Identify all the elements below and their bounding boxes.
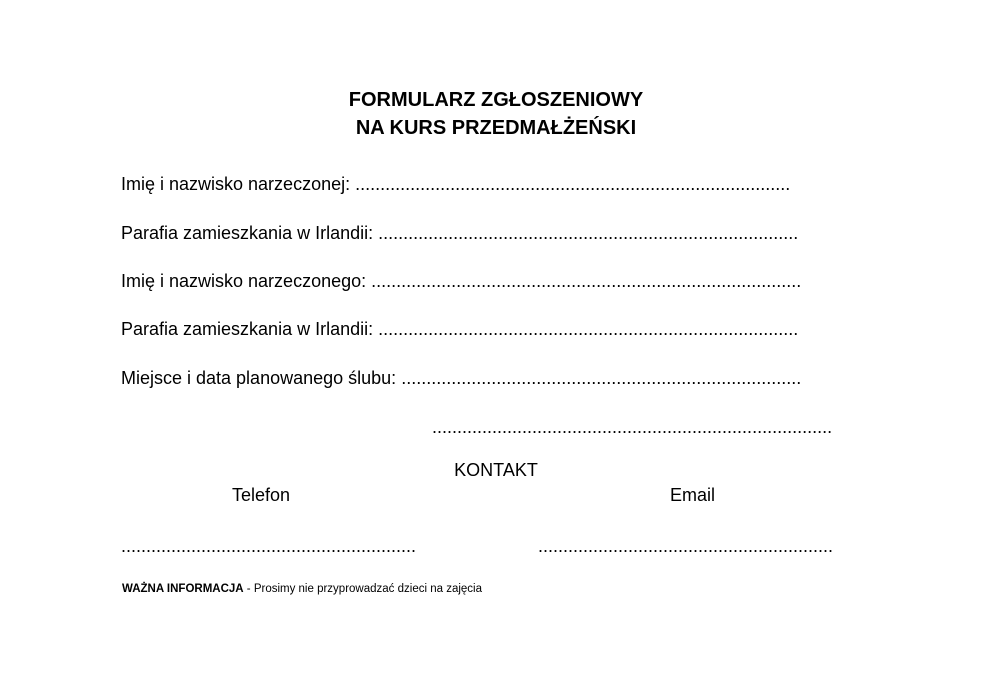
- important-note-heading: WAŻNA INFORMACJA: [122, 583, 244, 595]
- field-bride-parish: [121, 222, 881, 244]
- phone-label: Telefon: [232, 485, 291, 505]
- field-bride-name: [121, 173, 881, 195]
- field-label: Miejsce i data planowanego ślubu:: [121, 368, 397, 388]
- phone-fill-in-dots: ...........................................................: [121, 536, 417, 556]
- field-wedding-place-date: [121, 367, 881, 389]
- email-label: Email: [670, 485, 716, 505]
- fill-in-dots: ....................................................................................: [378, 319, 799, 339]
- fill-in-dots: ....................................................................................: [378, 223, 799, 243]
- important-note: [122, 582, 482, 596]
- field-label: Parafia zamieszkania w Irlandii:: [121, 319, 374, 339]
- field-groom-name: [121, 270, 881, 292]
- form-title-line2: NA KURS PRZEDMAŁŻEŃSKI: [355, 117, 637, 139]
- wedding-continuation-dots: ................................................................................: [432, 417, 833, 437]
- field-label: Imię i nazwisko narzeczonego:: [121, 271, 367, 291]
- fill-in-dots: ......................................................................................: [371, 271, 802, 291]
- form-title-line1: FORMULARZ ZGŁOSZENIOWY: [348, 89, 644, 111]
- field-label: Parafia zamieszkania w Irlandii:: [121, 223, 374, 243]
- important-note-text: - Prosimy nie przyprowadzać dzieci na zajęcia: [243, 583, 482, 595]
- fill-in-dots: ................................................................................: [401, 368, 802, 388]
- fill-in-dots: .......................................................................................: [355, 174, 791, 194]
- contact-heading: KONTAKT: [454, 460, 538, 480]
- field-groom-parish: [121, 318, 881, 340]
- email-fill-in-dots: ...........................................................: [538, 536, 834, 556]
- field-label: Imię i nazwisko narzeczonej:: [121, 174, 351, 194]
